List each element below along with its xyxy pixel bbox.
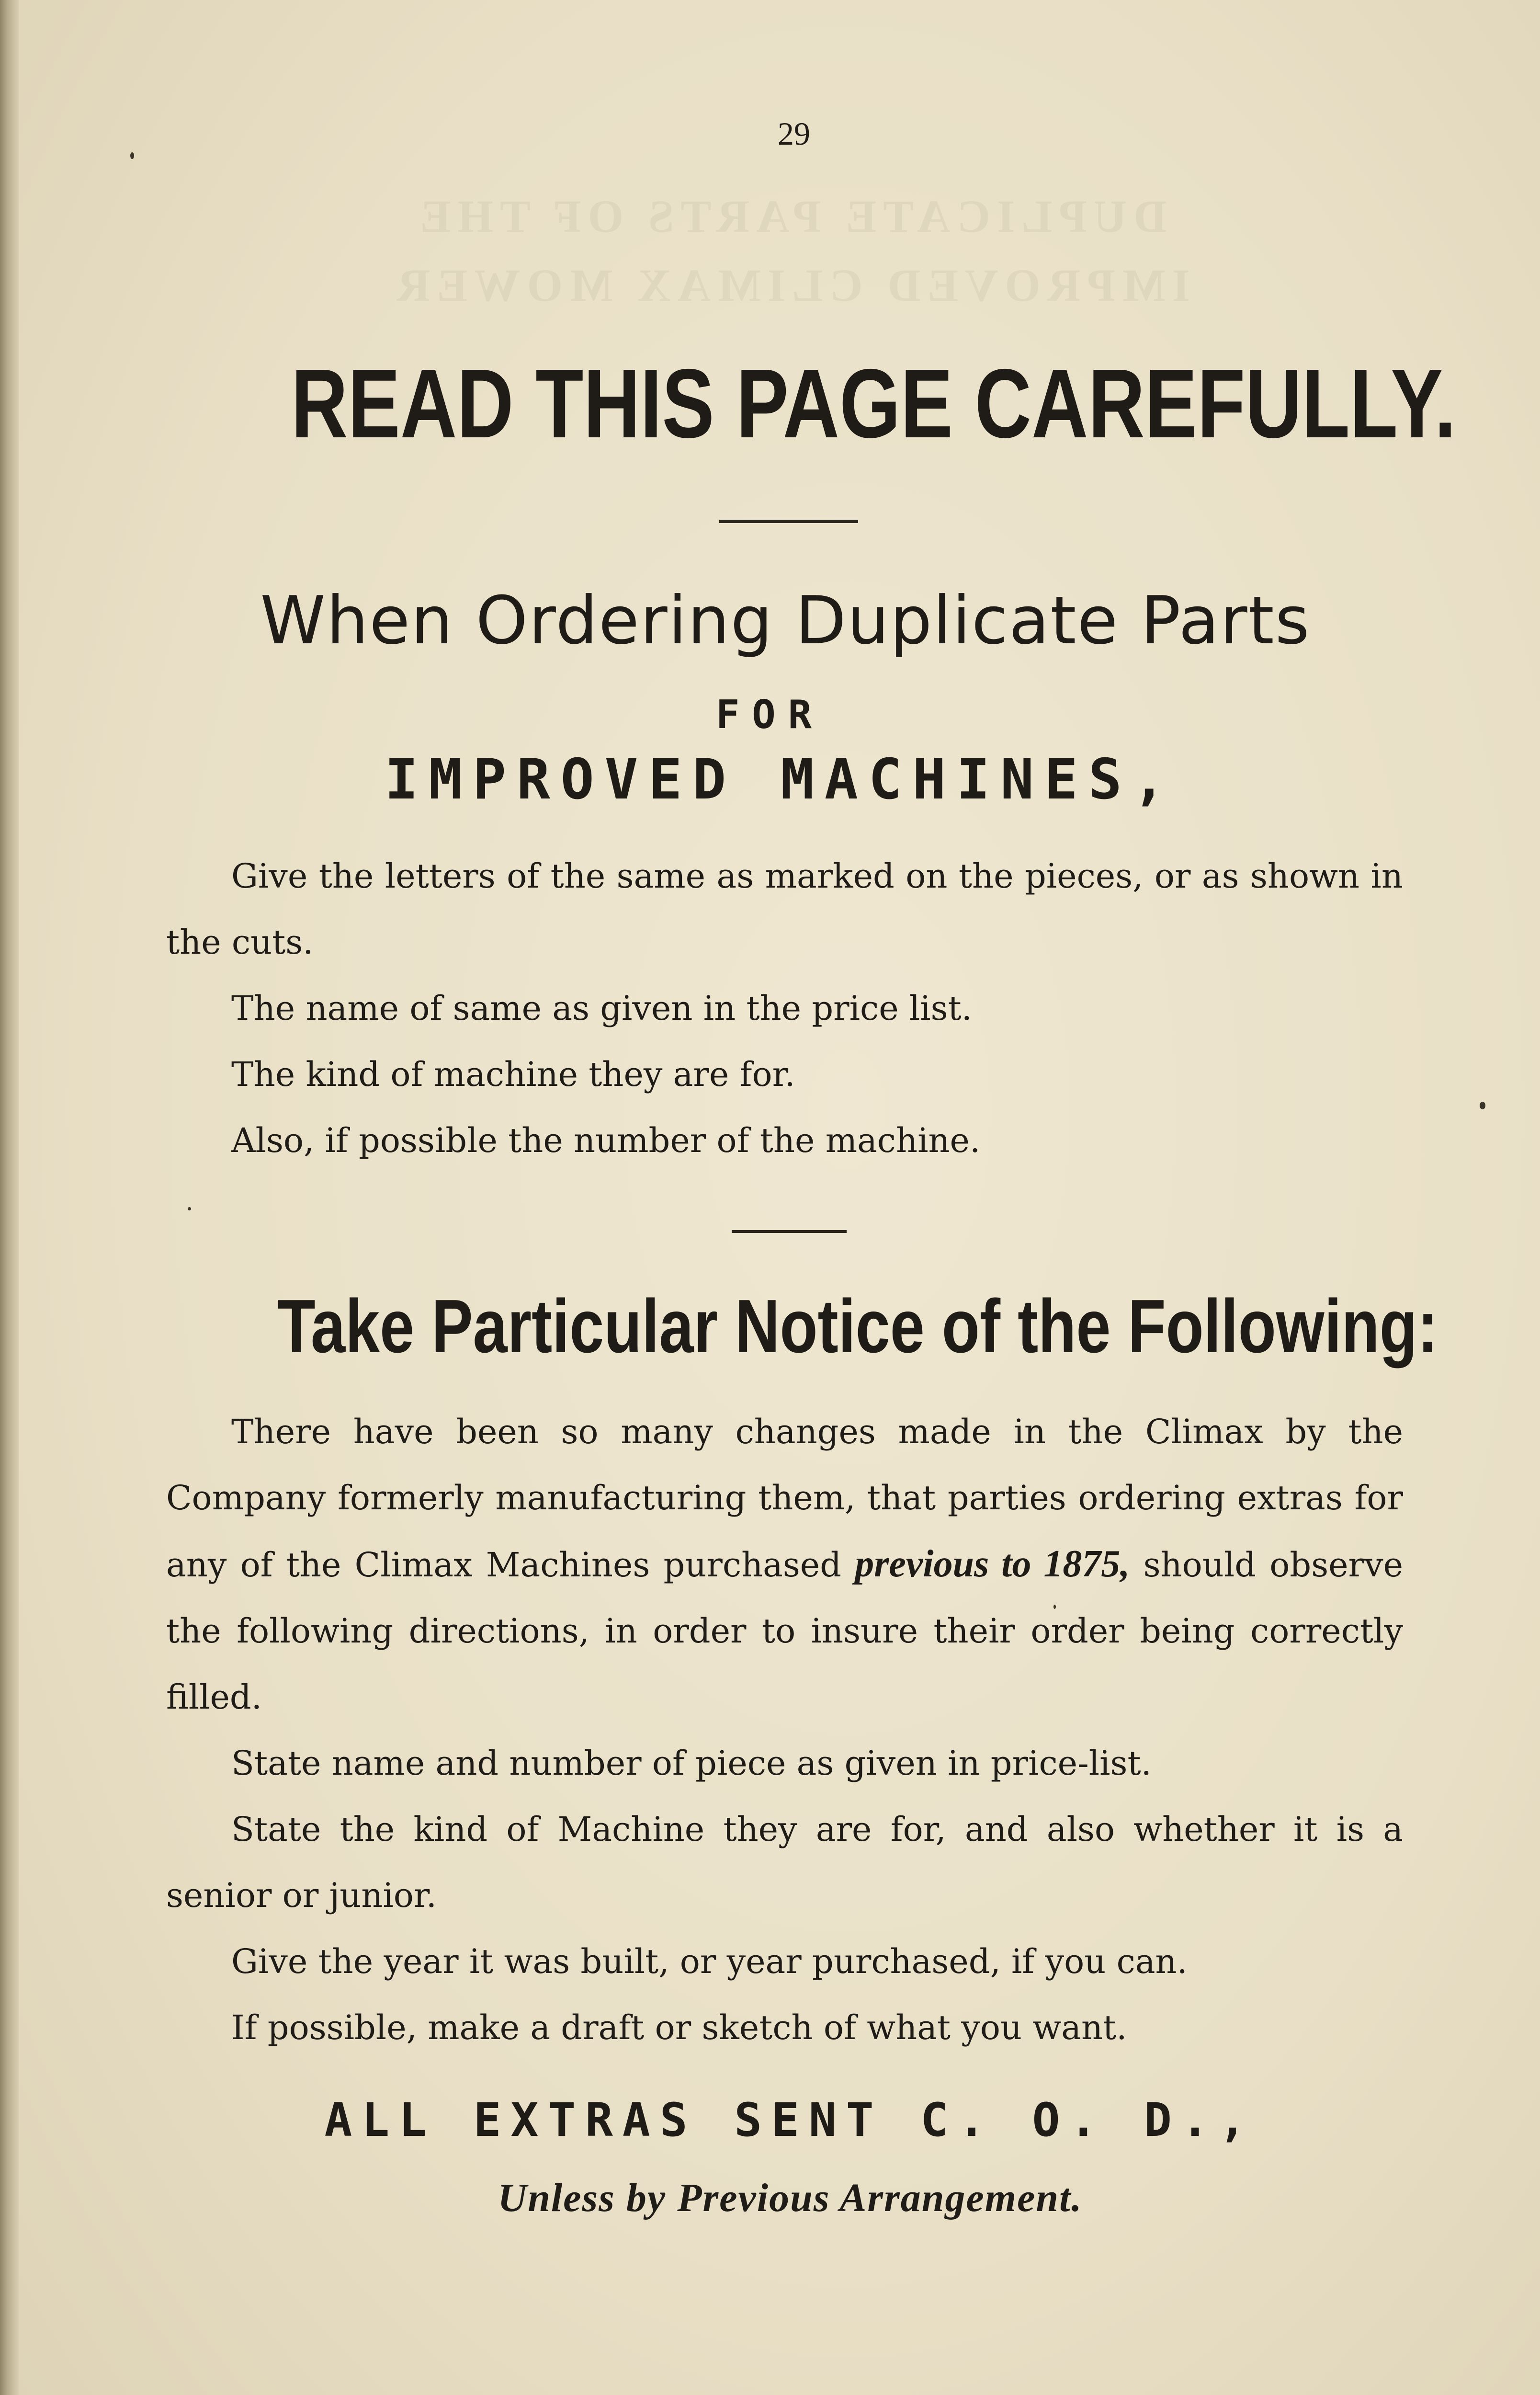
for-label: FOR xyxy=(715,692,825,738)
ink-speck xyxy=(130,152,134,159)
ordering-instructions xyxy=(166,843,1403,1174)
previous-date-emphasis: previous to 1875, xyxy=(855,1543,1130,1585)
direction-paragraph: Give the year it was built, or year purchased, if you can. xyxy=(231,1942,1188,1981)
direction-paragraph: If possible, make a draft or sketch of what you want. xyxy=(231,2008,1127,2047)
instruction-paragraph: The name of same as given in the price list. xyxy=(231,989,972,1028)
direction-paragraph: State the kind of Machine they are for, and also whether it is a senior or junior. xyxy=(166,1810,1403,1915)
binding-edge xyxy=(0,0,19,2395)
instruction-paragraph: Give the letters of the same as marked on the pieces, or as shown in the cuts. xyxy=(166,856,1403,962)
improved-machines-label: IMPROVED MACHINES, xyxy=(385,747,1177,812)
notice-instructions xyxy=(166,1399,1403,2061)
ink-speck xyxy=(188,1207,191,1210)
ordering-sub-heading: When Ordering Duplicate Parts xyxy=(260,582,1311,659)
show-through-bleed: DUPLICATE PARTS OF THE IMPROVED CLIMAX MOWER xyxy=(390,191,1190,311)
divider-rule xyxy=(719,520,858,523)
arrangement-note: Unless by Previous Arrangement. xyxy=(498,2176,1083,2220)
ink-speck xyxy=(1480,1102,1485,1109)
divider-rule xyxy=(732,1230,847,1233)
notice-intro-paragraph xyxy=(166,1399,1403,1730)
page-headline: READ THIS PAGE CAREFULLY. xyxy=(291,349,1456,458)
intro-text-after: should observe the following directions, in order to insure their order being correctly filled. xyxy=(166,1545,1403,1717)
notice-heading: Take Particular Notice of the Following: xyxy=(277,1284,1438,1369)
instruction-paragraph: Also, if possible the number of the machine. xyxy=(231,1121,981,1160)
instruction-paragraph: The kind of machine they are for. xyxy=(231,1055,795,1094)
page-number: 29 xyxy=(778,115,810,152)
intro-text-before: There have been so many changes made in the Climax by the Company formerly manufacturing them, that parties ordering extras for any of the Climax Machines purchased xyxy=(166,1412,1403,1585)
direction-paragraph: State name and number of piece as given in price-list. xyxy=(231,1744,1152,1783)
cod-notice: ALL EXTRAS SENT C. O. D., xyxy=(324,2093,1256,2147)
